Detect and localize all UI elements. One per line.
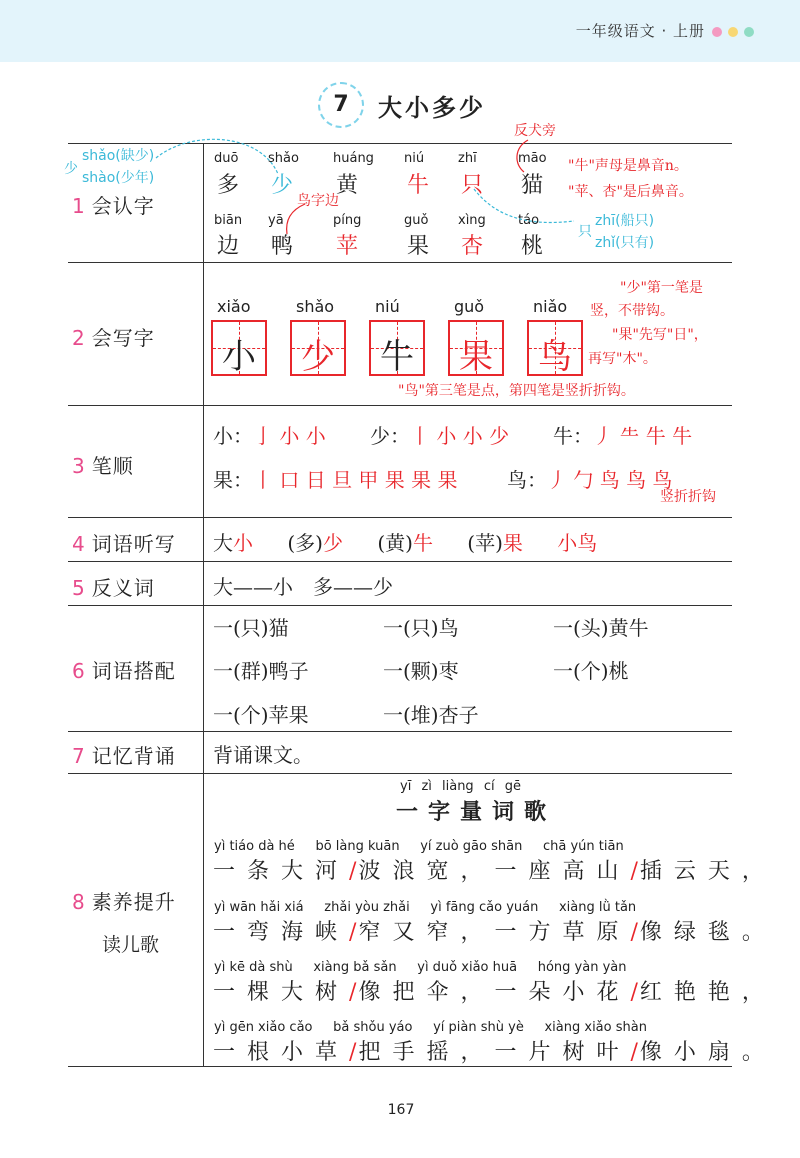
section-3-label bbox=[72, 450, 134, 479]
poem-line-pinyin: yì kē dà shù xiàng bǎ sǎn yì duǒ xiǎo huā hóng yàn yàn bbox=[214, 960, 627, 975]
section-number: 5 bbox=[72, 576, 86, 600]
row-divider bbox=[68, 773, 732, 774]
column-divider bbox=[203, 143, 204, 1066]
section-number: 6 bbox=[72, 659, 86, 683]
section-number: 1 bbox=[72, 194, 86, 218]
note-fanquan: 反犬旁 bbox=[514, 123, 556, 139]
collocation-item: 一(只)鸟 bbox=[383, 616, 459, 640]
section-1-label bbox=[72, 190, 155, 219]
note-shao-stroke-2: 竖，不带钩。 bbox=[590, 303, 674, 319]
zhi-note-readings: zhī(船只) zhǐ(只有) bbox=[595, 213, 655, 251]
section-5-label bbox=[72, 572, 155, 601]
pause-mark: / bbox=[630, 920, 640, 945]
row-divider bbox=[68, 605, 732, 606]
write-char-pinyin: shǎo bbox=[296, 297, 335, 316]
section-subtitle: 读儿歌 bbox=[102, 934, 160, 956]
note-guo-1: "果"先写"日"， bbox=[612, 327, 708, 343]
writing-box bbox=[369, 320, 425, 376]
write-char: 牛 bbox=[380, 337, 414, 377]
row-divider bbox=[68, 561, 732, 562]
poem-line: 一弯海峡/窄又窄，一方草原/像绿毯。 bbox=[213, 920, 776, 945]
write-char-pinyin: guǒ bbox=[454, 297, 485, 316]
pause-mark: / bbox=[349, 859, 359, 884]
section-number: 3 bbox=[72, 454, 86, 478]
section-title: 会写字 bbox=[91, 326, 155, 350]
section-number: 2 bbox=[72, 326, 86, 350]
collocation-item: 一(头)黄牛 bbox=[553, 616, 649, 640]
row-divider bbox=[68, 517, 732, 518]
zhi-note-arrow bbox=[470, 185, 580, 235]
char-pinyin: biān bbox=[214, 213, 243, 228]
section-number: 4 bbox=[72, 532, 86, 556]
shao-note-char: 少 bbox=[64, 161, 78, 177]
header-label: 一年级语文 · 上册 bbox=[575, 22, 705, 40]
niaozi-arrow bbox=[275, 200, 325, 240]
section-title: 笔顺 bbox=[91, 454, 134, 478]
yellow-dot-icon bbox=[728, 27, 738, 37]
page-number: 167 bbox=[387, 1102, 415, 1118]
stroke-order-shao: 少：丨 小 小 少 bbox=[370, 424, 510, 448]
pause-mark: / bbox=[630, 980, 640, 1005]
recognize-char: 多 bbox=[217, 173, 240, 198]
row-divider bbox=[68, 731, 732, 732]
char-pinyin: xìng bbox=[458, 213, 486, 228]
write-char: 少 bbox=[301, 337, 335, 377]
char-pinyin: niú bbox=[404, 151, 425, 166]
write-char: 鸟 bbox=[538, 337, 572, 377]
pink-dot-icon bbox=[712, 27, 722, 37]
dictation-row: 大小 (多)少 (黄)牛 (苹)果 小鸟 bbox=[213, 531, 598, 555]
writing-box bbox=[211, 320, 267, 376]
shao-note-readings: shǎo(缺少) shào(少年) bbox=[82, 148, 155, 186]
recognize-char: 牛 bbox=[407, 173, 430, 198]
recite-text: 背诵课文。 bbox=[213, 743, 313, 767]
write-char: 小 bbox=[222, 337, 256, 377]
lesson-number: 7 bbox=[318, 82, 364, 128]
recognize-char: 只 bbox=[461, 173, 484, 198]
recognize-char: 黄 bbox=[336, 173, 359, 198]
section-7-label bbox=[72, 740, 176, 769]
note-guo-2: 再写"木"。 bbox=[588, 351, 657, 367]
poem-line-pinyin: yì wān hǎi xiá zhǎi yòu zhǎi yì fāng cǎo yuán xiàng lǜ tǎn bbox=[214, 900, 637, 915]
note-zhezhegou: 竖折折钩 bbox=[660, 489, 716, 505]
row-divider bbox=[68, 405, 732, 406]
poem-title-pinyin: yī zì liàng cí gē bbox=[400, 779, 521, 794]
char-pinyin: shǎo bbox=[268, 151, 299, 166]
poem-title: 一字量词歌 bbox=[396, 799, 557, 825]
collocation-item: 一(个)桃 bbox=[553, 659, 629, 683]
pause-mark: / bbox=[349, 980, 359, 1005]
collocation-item: 一(群)鸭子 bbox=[213, 659, 309, 683]
char-pinyin: guǒ bbox=[404, 213, 429, 228]
char-pinyin: táo bbox=[518, 213, 540, 228]
char-pinyin: zhī bbox=[458, 151, 477, 166]
zhi-note-char: 只 bbox=[578, 224, 592, 240]
stroke-order-xiao: 小：亅 小 小 bbox=[213, 424, 326, 448]
section-6-label bbox=[72, 655, 176, 684]
row-divider bbox=[68, 262, 732, 263]
collocation-item: 一(个)苹果 bbox=[213, 703, 309, 727]
char-pinyin: huáng bbox=[333, 151, 374, 166]
poem-line: 一棵大树/像把伞，一朵小花/红艳艳， bbox=[213, 980, 776, 1005]
note-nasal-2: "苹、杏"是后鼻音。 bbox=[568, 184, 693, 200]
note-nasal-1: "牛"声母是鼻音n。 bbox=[568, 158, 688, 174]
writing-box bbox=[290, 320, 346, 376]
recognize-char: 少 bbox=[271, 173, 294, 198]
section-title: 词语听写 bbox=[91, 532, 176, 556]
section-4-label bbox=[72, 528, 176, 557]
recognize-char: 猫 bbox=[521, 173, 544, 198]
section-2-label bbox=[72, 322, 155, 351]
collocation-item: 一(只)猫 bbox=[213, 616, 289, 640]
section-8-label bbox=[72, 886, 176, 915]
char-pinyin: píng bbox=[333, 213, 362, 228]
recognize-char: 果 bbox=[407, 234, 430, 259]
stroke-order-niu: 牛：丿 ⺧ 牛 牛 bbox=[553, 424, 693, 448]
write-char-pinyin: niǎo bbox=[533, 297, 568, 316]
section-title: 记忆背诵 bbox=[91, 744, 176, 768]
recognize-char: 边 bbox=[217, 234, 240, 259]
char-pinyin: duō bbox=[214, 151, 239, 166]
collocation-item: 一(堆)杏子 bbox=[383, 703, 479, 727]
section-number: 7 bbox=[72, 744, 86, 768]
note-niao-strokes: "鸟"第三笔是点，第四笔是竖折折钩。 bbox=[398, 383, 635, 399]
char-pinyin: yā bbox=[268, 213, 284, 228]
antonym-row: 大——小 多——少 bbox=[213, 575, 393, 599]
section-title: 会认字 bbox=[91, 194, 155, 218]
poem-line-pinyin: yì tiáo dà hé bō làng kuān yí zuò gāo shān chā yún tiān bbox=[214, 839, 624, 854]
section-number: 8 bbox=[72, 890, 86, 914]
stroke-order-guo: 果：丨 口 日 旦 甲 果 果 果 bbox=[213, 468, 458, 492]
recognize-char: 鸭 bbox=[271, 234, 294, 259]
char-pinyin: māo bbox=[518, 151, 547, 166]
fanquan-arrow bbox=[510, 138, 540, 178]
writing-box bbox=[527, 320, 583, 376]
section-title: 反义词 bbox=[91, 576, 155, 600]
section-title: 素养提升 bbox=[91, 890, 176, 914]
note-shao-stroke-1: "少"第一笔是 bbox=[620, 280, 703, 296]
recognize-char: 桃 bbox=[521, 234, 544, 259]
stroke-order-niao: 鸟：丿 勹 鸟 鸟 鸟 bbox=[507, 468, 673, 492]
recognize-char: 杏 bbox=[461, 234, 484, 259]
note-niaozi: 鸟字边 bbox=[297, 193, 339, 209]
pause-mark: / bbox=[349, 1040, 359, 1065]
pause-mark: / bbox=[630, 1040, 640, 1065]
pause-mark: / bbox=[630, 859, 640, 884]
poem-line: 一条大河/波浪宽，一座高山/插云天， bbox=[213, 859, 776, 884]
poem-line-pinyin: yì gēn xiǎo cǎo bǎ shǒu yáo yí piàn shù yè xiàng xiǎo shàn bbox=[214, 1020, 647, 1035]
write-char-pinyin: niú bbox=[375, 297, 400, 316]
pause-mark: / bbox=[349, 920, 359, 945]
writing-box bbox=[448, 320, 504, 376]
recognize-char: 苹 bbox=[336, 234, 359, 259]
write-char-pinyin: xiǎo bbox=[217, 297, 251, 316]
lesson-title: 大小多少 bbox=[378, 93, 486, 122]
green-dot-icon bbox=[744, 27, 754, 37]
section-title: 词语搭配 bbox=[91, 659, 176, 683]
collocation-item: 一(颗)枣 bbox=[383, 659, 459, 683]
table-bottom-line bbox=[68, 1066, 732, 1067]
poem-line: 一根小草/把手摇，一片树叶/像小扇。 bbox=[213, 1040, 776, 1065]
write-char: 果 bbox=[459, 337, 493, 377]
